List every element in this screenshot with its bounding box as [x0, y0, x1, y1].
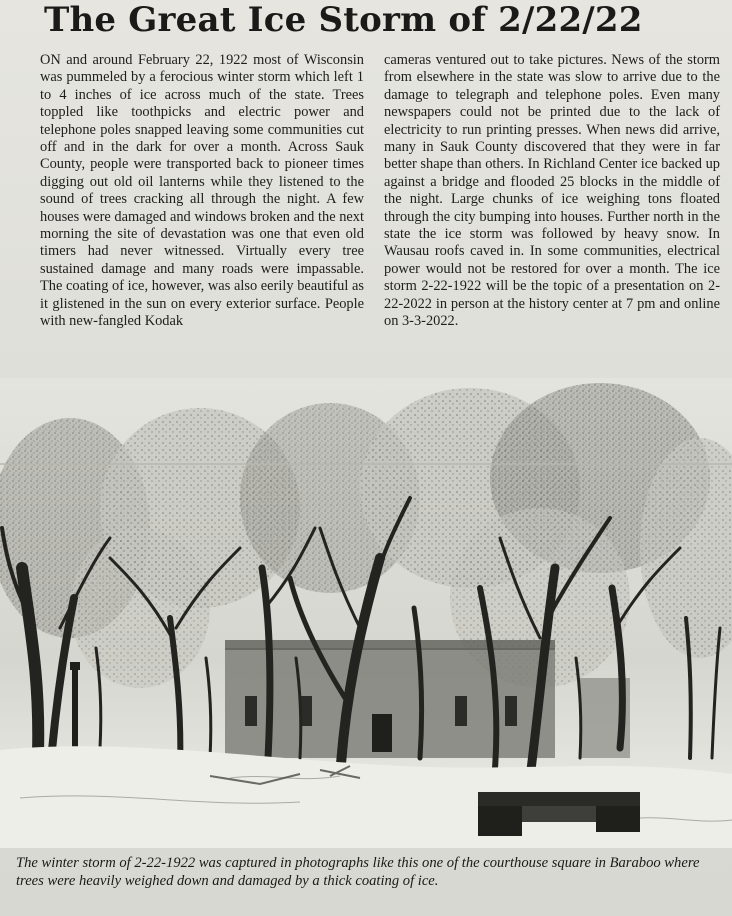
article-body — [40, 52, 720, 362]
article-column-right: cameras ventured out to take pictures. News of the storm from elsewhere in the state was slow to arrive due to the damage to telegraph and telephone poles. Even many newspapers could not be printed due to the lack of electricity to run printing presses. When news did arrive, many in Sauk County discovered that they were in far better shape than others. In Richland Center ice backed up against a bridge and flooded 25 blocks in the middle of the night. Large chunks of ice weighing tons floated through the city bumping into houses. Further north in the state the ice storm was followed by heavy snow. In Wausau roofs caved in. In some communities, electrical power would not be restored for over a month. The ice storm 2-22-1922 will be the topic of a presentation on 2-22-2022 in person at the history center at 7 pm and online on 3-3-2022. — [384, 52, 720, 330]
ice-storm-photograph — [0, 378, 732, 848]
article-title: The Great Ice Storm of 2/22/22 — [44, 0, 643, 40]
article-column-left: ON and around February 22, 1922 most of Wisconsin was pummeled by a ferocious winter storm which left 1 to 4 inches of ice across much of the state. Trees toppled like toothpicks and electric power and telephone poles snapped leaving some communities cut off and in the dark for over a month. Across Sauk County, people were transported back to pioneer times digging out old oil lanterns while they listened to the sound of trees cracking all through the night. A few houses were damaged and windows broken and the next morning the site of devastation was one that even old timers had never witnessed. Virtually every tree sustained damage and many roads were impassable. The coating of ice, however, was also eerily beautiful as it glistened in the sun on every exterior surface. People with new-fangled Kodak — [40, 52, 364, 330]
photo-caption: The winter storm of 2-22-1922 was captured in photographs like this one of the courthouse square in Baraboo where trees were heavily weighed down and damaged by a thick coating of ice. — [16, 855, 700, 889]
